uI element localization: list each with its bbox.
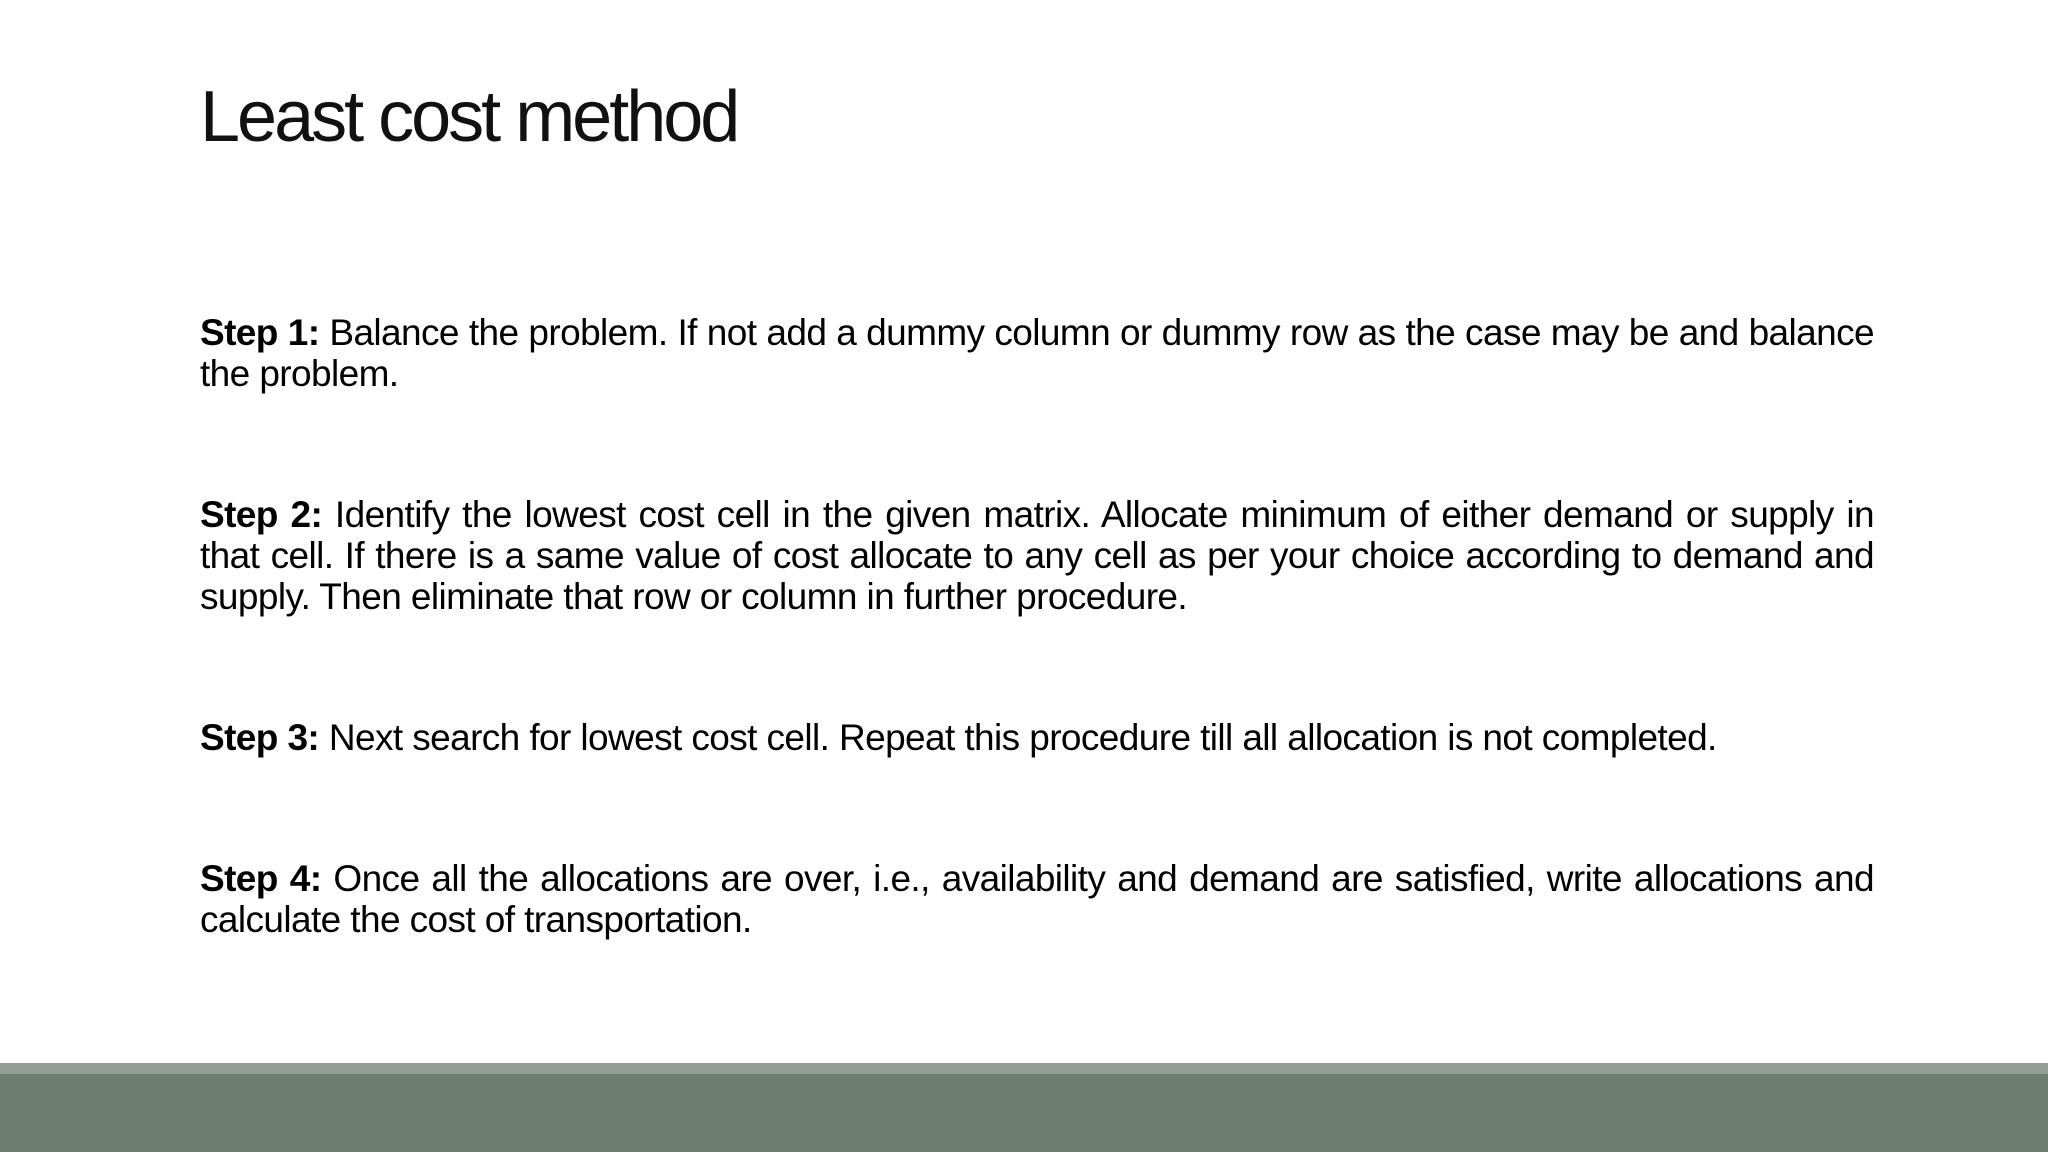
steps-content	[200, 312, 1874, 940]
step-2-label: Step 2:	[200, 494, 323, 535]
footer-accent-stripe	[0, 1063, 2048, 1074]
step-1-label: Step 1:	[200, 312, 320, 353]
step-4-text: Once all the allocations are over, i.e., availability and demand are satisfied, write allocations and calculate the cost of transportation.	[200, 858, 1874, 940]
step-2-text: Identify the lowest cost cell in the given matrix. Allocate minimum of either demand or supply in that cell. If there is a same value of cost allocate to any cell as per your choice according to demand and supply. Then eliminate that row or column in further procedure.	[200, 494, 1874, 617]
step-4-label: Step 4:	[200, 858, 322, 899]
step-3-label: Step 3:	[200, 717, 320, 758]
slide-title: Least cost method	[200, 77, 738, 157]
step-1-paragraph	[200, 312, 1874, 394]
step-4-paragraph	[200, 858, 1874, 940]
footer-band	[0, 1074, 2048, 1152]
step-1-text: Balance the problem. If not add a dummy column or dummy row as the case may be and balance the problem.	[200, 312, 1874, 394]
step-3-paragraph	[200, 717, 1874, 758]
step-3-text: Next search for lowest cost cell. Repeat this procedure till all allocation is not completed.	[319, 717, 1717, 758]
step-2-paragraph	[200, 494, 1874, 617]
